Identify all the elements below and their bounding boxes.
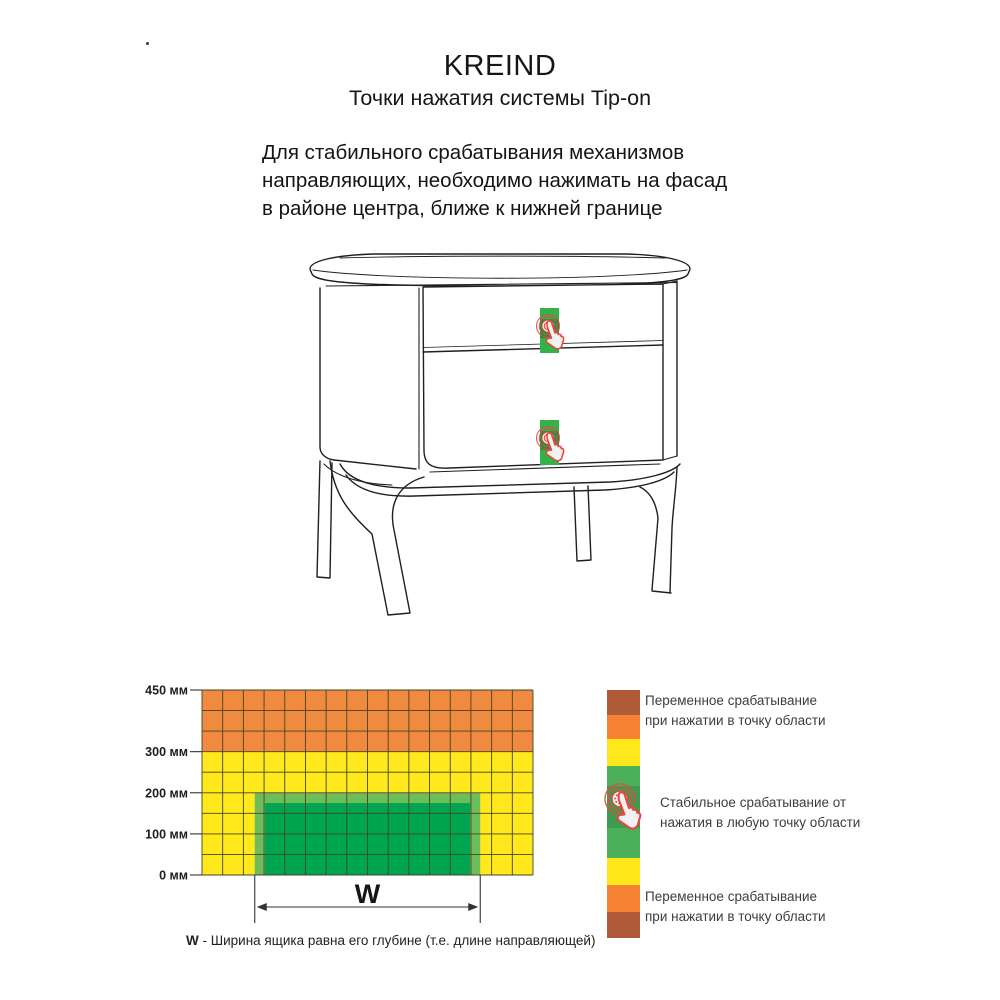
legend-color-segment bbox=[607, 912, 640, 938]
legend-item-stable bbox=[660, 793, 860, 833]
zone-chart-svg bbox=[140, 680, 610, 950]
press-hand-icon bbox=[603, 782, 655, 834]
legend-color-segment bbox=[607, 858, 640, 885]
stray-dot bbox=[146, 42, 149, 45]
y-tick-label: 200 мм bbox=[145, 786, 188, 801]
legend-item-line: Стабильное срабатывание от bbox=[660, 795, 847, 810]
description-line: в районе центра, ближе к нижней границе bbox=[262, 197, 663, 220]
nightstand-top bbox=[310, 254, 690, 286]
description-line: Для стабильного срабатывания механизмов bbox=[262, 141, 685, 164]
legend-item-variable-top bbox=[645, 691, 826, 731]
y-tick-label: 100 мм bbox=[145, 827, 188, 842]
legend-color-segment bbox=[607, 690, 640, 715]
w-arrowhead-left bbox=[257, 903, 267, 911]
y-tick-label: 0 мм bbox=[159, 868, 188, 883]
chart-caption-term: W bbox=[186, 933, 199, 948]
nightstand-base bbox=[324, 464, 680, 496]
description-line: направляющих, необходимо нажимать на фасад bbox=[262, 169, 728, 192]
w-arrowhead-right bbox=[468, 903, 478, 911]
legend-item-line: Переменное срабатывание bbox=[645, 889, 818, 904]
legend-item-line: при нажатии в точку области bbox=[645, 909, 826, 924]
y-tick-label: 300 мм bbox=[145, 745, 188, 760]
chart-legend bbox=[607, 690, 992, 940]
description-paragraph bbox=[262, 139, 782, 223]
page-title: KREIND bbox=[443, 50, 557, 82]
legend-item-line: нажатия в любую точку области bbox=[660, 815, 861, 830]
legend-item-line: при нажатии в точку области bbox=[645, 713, 826, 728]
y-tick-label: 450 мм bbox=[145, 683, 188, 698]
nightstand-drawing bbox=[280, 240, 720, 630]
chart-caption-text: - Ширина ящика равна его глубине (т.е. длине направляющей) bbox=[198, 933, 596, 948]
w-label: W bbox=[354, 879, 381, 909]
legend-color-segment bbox=[607, 739, 640, 766]
legend-color-segment bbox=[607, 885, 640, 912]
nightstand-body bbox=[320, 281, 677, 472]
legend-item-variable-bottom bbox=[645, 887, 826, 927]
legend-color-segment bbox=[607, 715, 640, 739]
chart-caption bbox=[186, 933, 595, 948]
page-subtitle: Точки нажатия системы Tip-on bbox=[348, 86, 652, 110]
legend-item-line: Переменное срабатывание bbox=[645, 693, 818, 708]
